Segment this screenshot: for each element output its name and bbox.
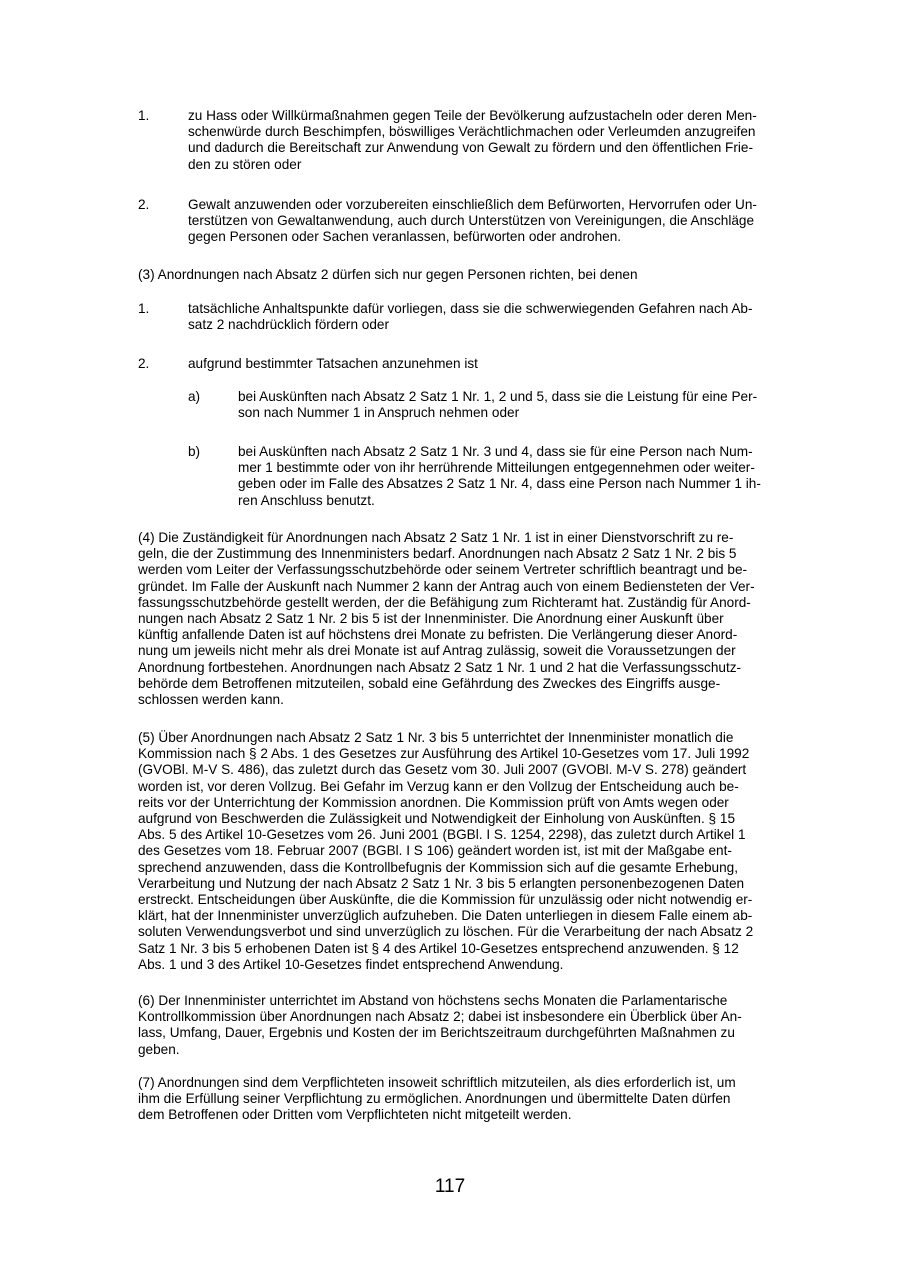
paragraph-4-line: fassungsschutzbehörde gestellt werden, der die Befähigung zum Richteramt hat. Zuständig für Anord- (138, 594, 751, 610)
paragraph-4-line: gründet. Im Falle der Auskunft nach Nummer 2 kann der Antrag auch von einem Bediensteten der Ver- (138, 578, 755, 594)
paragraph-7-line: (7) Anordnungen sind dem Verpflichteten insoweit schriftlich mitzuteilen, als dies erforderlich ist, um (138, 1075, 736, 1090)
paragraph-3-intro: (3) Anordnungen nach Absatz 2 dürfen sich nur gegen Personen richten, bei denen (138, 267, 638, 282)
sub-item-a-text-line: son nach Nummer 1 in Anspruch nehmen oder (238, 405, 520, 421)
list-item-2-text-line: Gewalt anzuwenden oder vorzubereiten einschließlich dem Befürworten, Hervorrufen oder Un- (188, 197, 757, 212)
list-item-1-text-line: zu Hass oder Willkürmaßnahmen gegen Teile der Bevölkerung aufzustacheln oder deren Men- (188, 108, 757, 123)
page-number: 117 (434, 1176, 466, 1197)
sub-item-b-text-line: bei Auskünften nach Absatz 2 Satz 1 Nr. 3 und 4, dass sie für eine Person nach Num- (238, 444, 753, 459)
sub-item-b-marker: b) (188, 444, 201, 459)
paragraph-4-line: geln, die der Zustimmung des Innenministers bedarf. Anordnungen nach Absatz 2 Satz 1 Nr. 2 bis 5 (138, 546, 737, 562)
paragraph-5-line: (GVOBl. M-V S. 486), das zuletzt durch das Gesetz vom 30. Juli 2007 (GVOBl. M-V S. 278) geändert (138, 762, 747, 778)
list-item-1-text-line: schenwürde durch Beschimpfen, böswilliges Verächtlichmachen oder Verleumden anzugreifen (188, 124, 756, 140)
paragraph-6-line: (6) Der Innenminister unterrichtet im Abstand von höchstens sechs Monaten die Parlamentarische (138, 993, 728, 1008)
sub-item-a-text-line: bei Auskünften nach Absatz 2 Satz 1 Nr. 1, 2 und 5, dass sie die Leistung für eine Per- (238, 389, 758, 404)
paragraph-7-line: dem Betroffenen oder Dritten vom Verpflichteten nicht mitgeteilt werden. (138, 1107, 572, 1123)
paragraph-7-line: ihm die Erfüllung seiner Verpflichtung zu ermöglichen. Anordnungen und übermittelte Daten dürfen (138, 1091, 731, 1107)
paragraph-5-line: worden ist, vor deren Vollzug. Bei Gefahr im Verzug kann er den Vollzug der Entscheidung auch be- (138, 778, 739, 794)
paragraph-5-line: Satz 1 Nr. 3 bis 5 erhobenen Daten ist § 4 des Artikel 10-Gesetzes entsprechend anzuwenden. § 12 (138, 940, 739, 956)
paragraph-6-line: geben. (138, 1041, 180, 1057)
paragraph-4-line: werden vom Leiter der Verfassungsschutzbehörde oder seinem Vertreter schriftlich beantragt und be- (138, 562, 748, 578)
paragraph-5-line: sprechend anzuwenden, dass die Kontrollbefugnis der Kommission sich auf die gesamte Erhebung, (138, 859, 738, 875)
list-item-1-text-line: und dadurch die Bereitschaft zur Anwendung von Gewalt zu fördern und den öffentlichen Frie- (188, 140, 753, 156)
paragraph-5-line: Kommission nach § 2 Abs. 1 des Gesetzes zur Ausführung des Artikel 10-Gesetzes vom 17. Juli 1992 (138, 746, 750, 762)
paragraph-4-line: nung um jeweils nicht mehr als drei Monate ist auf Antrag zulässig, soweit die Voraussetzungen der (138, 643, 736, 659)
list-item-1-text-line: den zu stören oder (188, 156, 302, 172)
paragraph-5-line: Abs. 1 und 3 des Artikel 10-Gesetzes findet entsprechend Anwendung. (138, 956, 564, 972)
sub-item-b-text-line: mer 1 bestimmte oder von ihr herrührende Mitteilungen entgegennehmen oder weiter- (238, 460, 755, 476)
paragraph-5-line: aufgrund von Beschwerden die Zulässigkeit und Notwendigkeit der Einholung von Auskünften. § 15 (138, 811, 736, 826)
paragraph-6-line: lass, Umfang, Dauer, Ergebnis und Kosten der im Berichtszeitraum durchgeführten Maßnahmen zu (138, 1025, 735, 1041)
sub-item-b-text-line: ren Anschluss benutzt. (238, 492, 375, 508)
paragraph-4-line: behörde dem Betroffenen mitzuteilen, sobald eine Gefährdung des Zweckes des Eingriffs ausge- (138, 675, 721, 691)
paragraph-3-item-1-text-line: satz 2 nachdrücklich fördern oder (188, 317, 389, 333)
paragraph-4-line: (4) Die Zuständigkeit für Anordnungen nach Absatz 2 Satz 1 Nr. 1 ist in einer Dienstvorschrift zu re- (138, 530, 734, 545)
paragraph-4-line: schlossen werden kann. (138, 692, 284, 707)
paragraph-5-line: soluten Verwendungsverbot und sind unverzüglich zu löschen. Für die Verarbeitung der nach Absatz 2 (138, 924, 754, 940)
paragraph-4-line: Anordnung fortbestehen. Anordnungen nach Absatz 2 Satz 1 Nr. 1 und 2 hat die Verfassungsschutz- (138, 659, 742, 675)
paragraph-5-line: Verarbeitung und Nutzung der nach Absatz 2 Satz 1 Nr. 3 bis 5 erlangten personenbezogenen Daten (138, 875, 745, 891)
sub-item-a-marker: a) (188, 389, 201, 404)
paragraph-3-item-2-text-line: aufgrund bestimmter Tatsachen anzunehmen ist (188, 356, 478, 371)
list-item-1-marker: 1. (138, 108, 150, 123)
paragraph-3-item-1-marker: 1. (138, 301, 150, 316)
sub-item-b-text-line: geben oder im Falle des Absatzes 2 Satz 1 Nr. 4, dass eine Person nach Nummer 1 ih- (238, 476, 761, 492)
list-item-2-marker: 2. (138, 197, 150, 212)
paragraph-3-item-1-text-line: tatsächliche Anhaltspunkte dafür vorliegen, dass sie die schwerwiegenden Gefahren nach Ab- (188, 301, 753, 316)
paragraph-5-line: (5) Über Anordnungen nach Absatz 2 Satz 1 Nr. 3 bis 5 unterrichtet der Innenminister monatlich die (138, 730, 734, 745)
paragraph-5-line: Abs. 5 des Artikel 10-Gesetzes vom 26. Juni 2001 (BGBl. I S. 1254, 2298), das zuletzt durch Artikel 1 (138, 827, 746, 843)
paragraph-3-item-2-marker: 2. (138, 356, 150, 371)
paragraph-4-line: nungen nach Absatz 2 Satz 1 Nr. 2 bis 5 ist der Innenminister. Die Anordnung einer Auskunft über (138, 611, 724, 626)
paragraph-5-line: reits vor der Unterrichtung der Kommission anordnen. Die Kommission prüft von Amts wegen oder (138, 794, 729, 810)
paragraph-5-line: erstreckt. Entscheidungen über Auskünfte, die die Kommission für unzulässig oder nicht notwendig er- (138, 892, 753, 907)
paragraph-6-line: Kontrollkommission über Anordnungen nach Absatz 2; dabei ist insbesondere ein Überblick über An- (138, 1009, 742, 1025)
list-item-2-text-line: gegen Personen oder Sachen veranlassen, befürworten oder androhen. (188, 229, 622, 245)
paragraph-4-line: künftig anfallende Daten ist auf höchstens drei Monate zu befristen. Die Verlängerung dieser Anord- (138, 627, 738, 643)
paragraph-5-line: des Gesetzes vom 18. Februar 2007 (BGBl. I S 106) geändert worden ist, ist mit der Maßgabe ent- (138, 843, 732, 859)
list-item-2-text-line: terstützen von Gewaltanwendung, auch durch Unterstützen von Vereinigungen, die Anschläge (188, 213, 755, 229)
paragraph-5-line: klärt, hat der Innenminister unverzüglich aufzuheben. Die Daten unterliegen in diesem Falle einem ab- (138, 908, 753, 924)
